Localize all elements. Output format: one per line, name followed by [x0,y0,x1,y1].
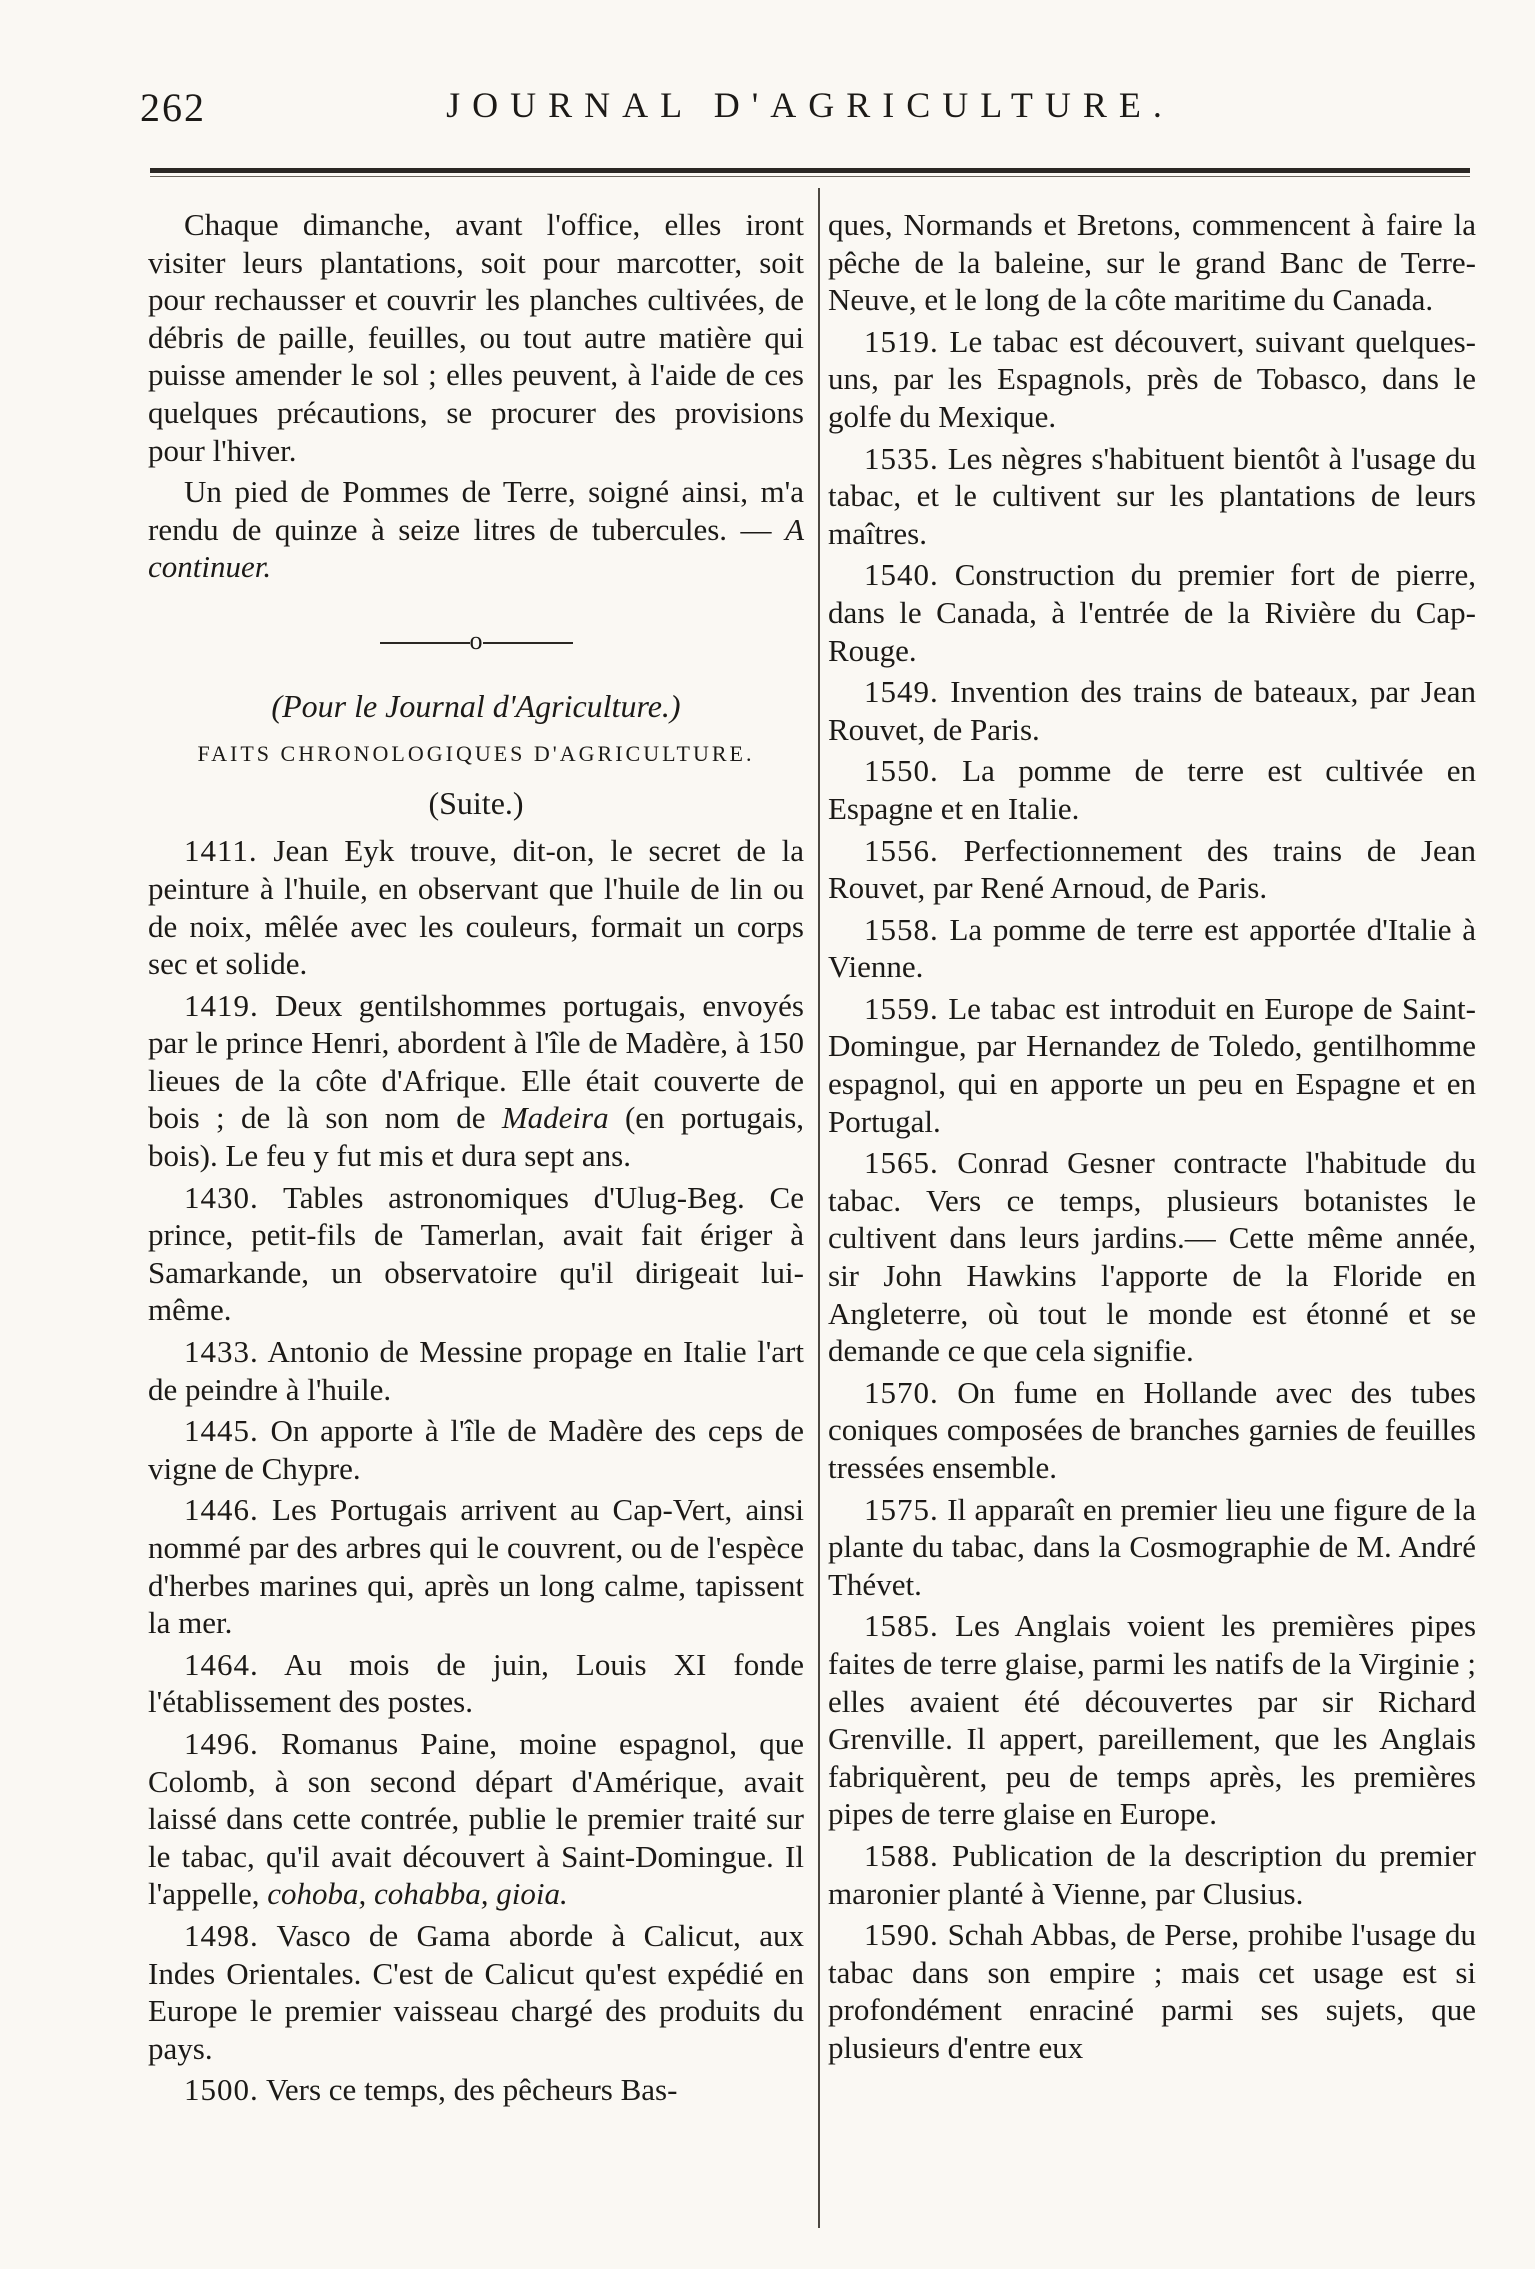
entry-text: Perfectionnement des trains de Jean Rouvet, par René Arnoud, de Paris. [828,832,1477,906]
entry-year: 1433. [184,1334,259,1370]
entry-year: 1590. [864,1917,939,1953]
chronology-entry [148,1412,804,1487]
entry-year: 1585. [864,1608,939,1644]
entry-text: Au mois de juin, Louis XI fonde l'établissement des postes. [148,1646,804,1720]
ornament-mark: o [469,625,483,655]
chronology-entry [828,1374,1476,1487]
chronology-entry [148,2071,804,2109]
ornament-line [483,642,573,644]
entry-text: Les nègres s'habituent bientôt à l'usage du tabac, et le cultivent sur les plantations de leurs maîtres. [828,440,1477,551]
paragraph-text: Un pied de Pommes de Terre, soigné ainsi, m'a rendu de quinze à seize litres de tubercules. — [148,474,804,547]
entry-year: 1575. [864,1491,939,1527]
entry-text: Invention des trains de bateaux, par Jean Rouvet, de Paris. [828,674,1476,747]
entry-year: 1588. [864,1837,939,1873]
entry-italic: cohoba, cohabba, gioia. [267,1876,568,1912]
chronology-entry [828,440,1476,553]
column-divider [818,188,820,2228]
entry-year: 1411. [184,833,258,869]
entry-year: 1565. [864,1145,939,1181]
chronology-entry [828,556,1476,669]
entry-text: Deux gentilshommes portugais, envoyés par le prince Henri, abordent à l'île de Madère, à 150 lieues de la côte d'Afrique. Elle était couverte de bois ; de là son nom de [148,987,804,1136]
section-suite: (Suite.) [428,784,524,821]
entry-year: 1500. [184,2072,259,2108]
paragraph [148,473,804,586]
chronology-entry [828,673,1476,748]
chronology-entry [148,1646,804,1721]
entry-text: Construction du premier fort de pierre, dans le Canada, à l'entrée de la Rivière du Cap-Rouge. [828,557,1477,668]
page-number: 262 [140,85,206,130]
chronology-entry [828,990,1476,1140]
chronology-entry [828,1144,1476,1370]
chronology-entry [828,323,1476,436]
left-column [148,206,804,2113]
chronology-entry [828,832,1476,907]
entry-text: Romanus Paine, moine espagnol, que Colomb, à son second départ d'Amérique, avait laissé dans cette contrée, publie le premier traité sur le tabac, qu'il avait découvert à Saint-Domingue. Il l'appelle, [148,1725,804,1912]
entry-text: (en portugais, bois). Le feu y fut mis et dura sept ans. [148,1100,805,1174]
chronology-entry [148,1725,804,1913]
entry-year: 1496. [184,1725,259,1761]
entry-year: 1550. [864,753,939,789]
entry-text: Le tabac est introduit en Europe de Saint-Domingue, par Hernandez de Toledo, gentilhomme espagnol, qui en apporte un peu en Espagne et en Portugal. [828,990,1476,1139]
entry-text: La pomme de terre est cultivée en Espagne et en Italie. [828,753,1476,826]
chronology-entry [828,752,1476,827]
chronology-entry [828,1607,1476,1833]
entry-year: 1464. [184,1646,259,1682]
entry-year: 1570. [864,1374,939,1410]
entry-year: 1549. [864,674,939,710]
ornament-line [380,642,470,644]
chronology-entry [148,1333,804,1408]
header-rule [150,168,1470,173]
article-source: (Pour le Journal d'Agriculture.) [271,687,681,724]
entry-text: Publication de la description du premier maronier planté à Vienne, par Clusius. [828,1837,1476,1911]
chronology-entry [828,911,1476,986]
entry-text: Le tabac est découvert, suivant quelques-uns, par les Espagnols, près de Tobasco, dans le golfe du Mexique. [828,323,1476,434]
chronology-entry [148,1917,804,2067]
entry-text: On fume en Hollande avec des tubes coniques composées de branches garnies de feuilles tressées ensemble. [828,1374,1477,1485]
entry-year: 1559. [864,990,939,1026]
page-header [140,78,1480,138]
entry-text: On apporte à l'île de Madère des ceps de vigne de Chypre. [148,1413,805,1486]
right-column [828,206,1476,2071]
chronology-entry [828,1491,1476,1604]
entry-year: 1446. [184,1492,259,1528]
entry-text: Jean Eyk trouve, dit-on, le secret de la peinture à l'huile, en observant que l'huile de lin ou de noix, mêlée avec les couleurs, formait un corps sec et solide. [148,833,805,982]
paragraph: Chaque dimanche, avant l'office, elles iront visiter leurs plantations, soit pour marcotter, soit pour rechausser et couvrir les planches cultivées, de débris de paille, feuilles, ou tout autre matière qui puisse amender le sol ; elles peuvent, à l'aide de ces quelques précautions, se procurer des provisions pour l'hiver. [148,207,804,468]
entry-year: 1445. [184,1413,259,1449]
running-title: JOURNAL D'AGRICULTURE. [446,85,1174,125]
entry-year: 1419. [184,987,259,1023]
section-title: FAITS CHRONOLOGIQUES D'AGRICULTURE. [197,741,755,767]
entry-italic: Madeira [501,1100,609,1136]
entry-text: Antonio de Messine propage en Italie l'art de peindre à l'huile. [148,1334,804,1407]
entry-year: 1535. [864,440,939,476]
entry-year: 1498. [184,1917,259,1953]
header-rule-thin [150,176,1470,177]
entry-text: La pomme de terre est apportée d'Italie à Vienne. [828,911,1476,985]
entry-year: 1540. [864,557,939,593]
entry-text: Il apparaît en premier lieu une figure de la plante du tabac, dans la Cosmographie de M. André Thévet. [828,1491,1476,1602]
chronology-entry [828,1837,1476,1912]
chronology-entry [148,832,804,982]
chronology-entry [148,1179,804,1329]
entry-text: Schah Abbas, de Perse, prohibe l'usage du tabac dans son empire ; mais cet usage est si profondément enraciné parmi ses sujets, que plusieurs d'entre eux [828,1917,1476,2065]
chronology-entry [148,1491,804,1641]
entry-year: 1558. [864,911,939,947]
continuation-note: A continuer. [148,511,804,585]
entry-year: 1519. [864,323,939,359]
chronology-entry [148,987,804,1175]
entry-text: Tables astronomiques d'Ulug-Beg. Ce prince, petit-fils de Tamerlan, avait fait ériger à Samarkande, un observatoire qu'il dirigeait lui-même. [148,1179,804,1328]
chronology-entry [828,1916,1476,2066]
entry-year: 1556. [864,832,939,868]
section-ornament [148,622,804,660]
continued-paragraph: ques, Normands et Bretons, commencent à faire la pêche de la baleine, sur le grand Banc de Terre-Neuve, et le long de la côte maritime du Canada. [828,207,1476,318]
entry-text: Les Portugais arrivent au Cap-Vert, ainsi nommé par des arbres qui le couvrent, ou de l'espèce d'herbes marines qui, après un long calme, tapissent la mer. [148,1492,805,1641]
entry-text: Les Anglais voient les premières pipes faites de terre glaise, parmi les natifs de la Virginie ; elles avaient été découvertes par sir Richard Grenville. Il appert, pareillement, que les Anglais fabriquèrent, peu de temps après, les premières pipes de terre glaise en Europe. [828,1608,1477,1832]
entry-text: Vasco de Gama aborde à Calicut, aux Indes Orientales. C'est de Calicut qu'est expédié en Europe le premier vaisseau chargé des produits du pays. [148,1917,804,2066]
entry-year: 1430. [184,1179,259,1215]
entry-text: Vers ce temps, des pêcheurs Bas- [265,2072,678,2108]
entry-text: Conrad Gesner contracte l'habitude du tabac. Vers ce temps, plusieurs botanistes le cultivent dans leurs jardins.— Cette même année, sir John Hawkins l'apporte de la Floride en Angleterre, où tout le monde est étonné et se demande ce que cela signifie. [828,1145,1476,1369]
